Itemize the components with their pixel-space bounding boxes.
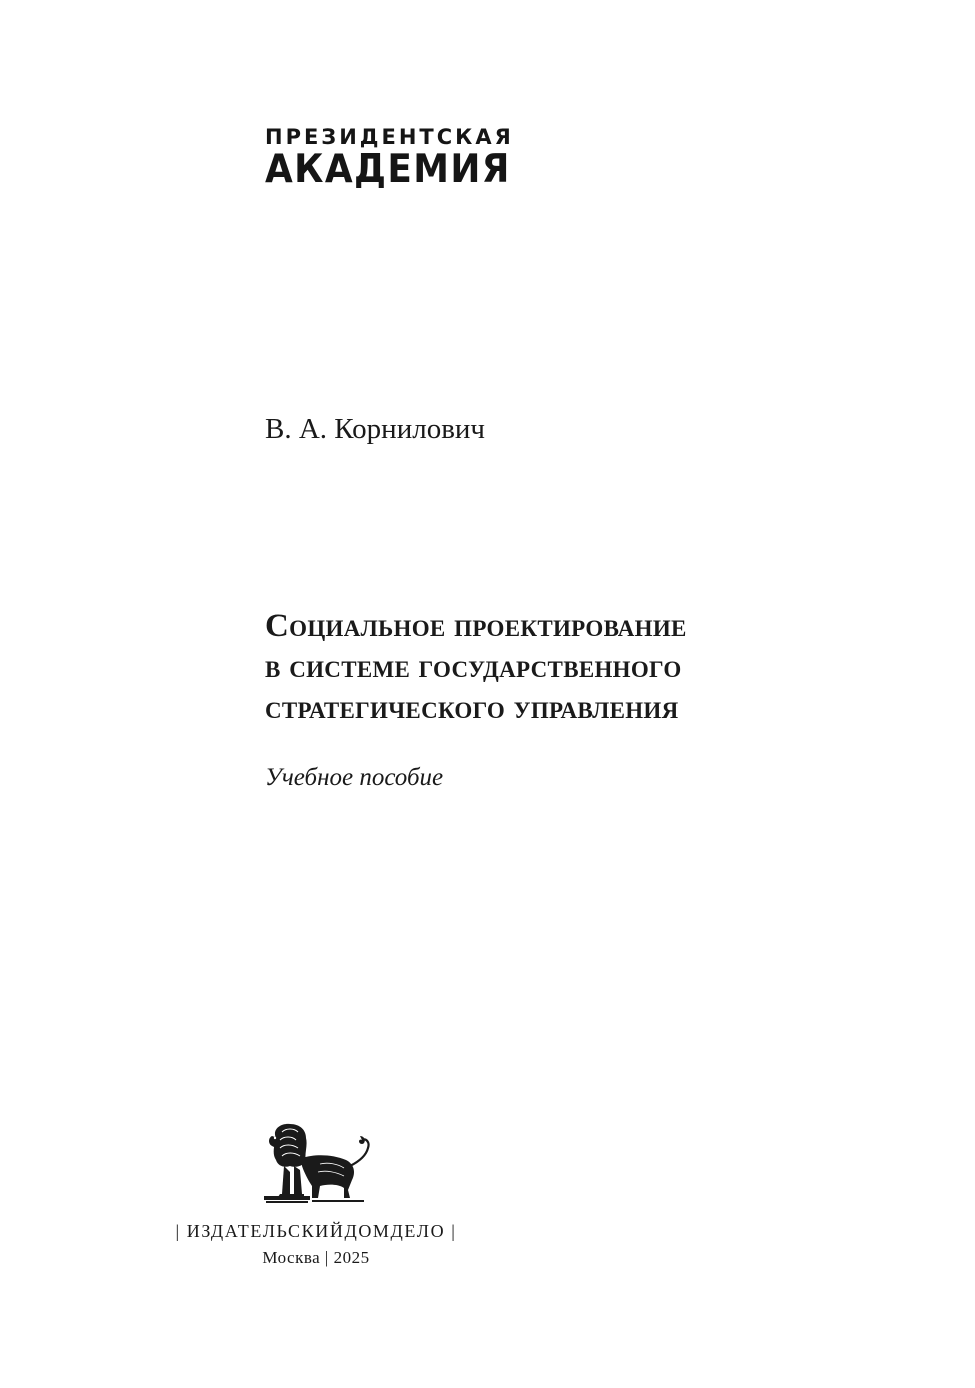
publisher-name: | ИЗДАТЕЛЬСКИЙДОМДЕЛО | [175,1221,457,1241]
logo-line-academy: АКАДЕМИЯ [265,147,511,192]
title-line-3: стратегического управления [265,690,679,726]
logo-line-presidential: ПРЕЗИДЕНТСКАЯ [265,125,514,149]
lion-icon [262,1122,376,1208]
title-line-1: Социальное проектирование [265,608,687,644]
publication-city-year: Москва | 2025 [262,1248,370,1267]
title-line-2: в системе государственного [265,649,682,685]
academy-logo [265,124,532,190]
book-title [265,606,687,729]
author-name: В. А. Корнилович [265,413,485,445]
book-subtitle: Учебное пособие [265,764,444,791]
